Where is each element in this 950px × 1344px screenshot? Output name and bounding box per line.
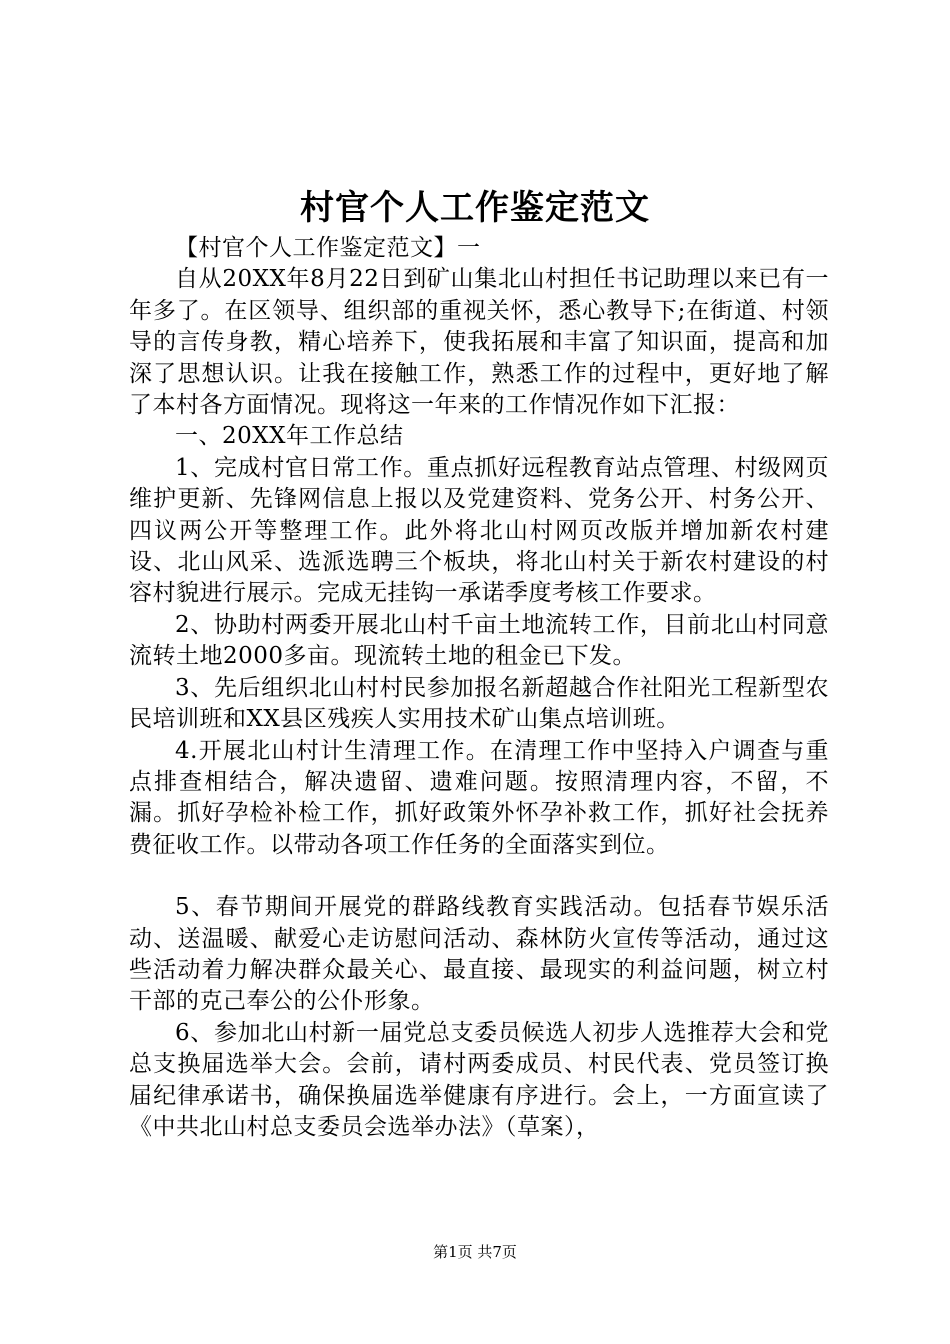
page-footer: 第1页 共7页 <box>433 1243 517 1261</box>
document-title: 村官个人工作鉴定范文 <box>300 188 650 228</box>
paragraph-item-3: 3、先后组织北山村村民参加报名新超越合作社阳光工程新型农民培训班和XX县区残疾人实用技术矿山集点培训班。 <box>129 674 829 733</box>
document-body <box>129 233 829 1143</box>
paragraph-item-4: 4.开展北山村计生清理工作。在清理工作中坚持入户调查与重点排查相结合，解决遗留、遗难问题。按照清理内容，不留，不漏。抓好孕检补检工作，抓好政策外怀孕补救工作，抓好社会抚养费征收工作。以带动各项工作任务的全面落实到位。 <box>129 737 829 858</box>
paragraph-intro: 自从20XX年8月22日到矿山集北山村担任书记助理以来已有一年多了。在区领导、组织部的重视关怀，悉心教导下;在街道、村领导的言传身教，精心培养下，使我拓展和丰富了知识面，提高和加深了思想认识。让我在接触工作，熟悉工作的过程中，更好地了解了本村各方面情况。现将这一年来的工作情况作如下汇报： <box>129 266 829 419</box>
section-heading: 一、20XX年工作总结 <box>175 423 404 450</box>
paragraph-item-6: 6、参加北山村新一届党总支委员候选人初步人选推荐大会和党总支换届选举大会。会前，请村两委成员、村民代表、党员签订换届纪律承诺书，确保换届选举健康有序进行。会上，一方面宣读了《中共北山村总支委员会选举办法》（草案）， <box>129 1019 829 1140</box>
paragraph-heading: 【村官个人工作鉴定范文】一 <box>175 235 481 261</box>
paragraph-item-1: 1、完成村官日常工作。重点抓好远程教育站点管理、村级网页维护更新、先锋网信息上报以及党建资料、党务公开、村务公开、四议两公开等整理工作。此外将北山村网页改版并增加新农村建设、北山风采、选派选聘三个板块，将北山村关于新农村建设的村容村貌进行展示。完成无挂钩一承诺季度考核工作要求。 <box>129 454 829 607</box>
paragraph-item-2: 2、协助村两委开展北山村千亩土地流转工作，目前北山村同意流转土地2000多亩。现流转土地的租金已下发。 <box>129 611 829 670</box>
paragraph-item-5: 5、春节期间开展党的群路线教育实践活动。包括春节娱乐活动、送温暖、献爱心走访慰问活动、森林防火宣传等活动，通过这些活动着力解决群众最关心、最直接、最现实的利益问题，树立村干部的克己奉公的公仆形象。 <box>129 894 829 1015</box>
